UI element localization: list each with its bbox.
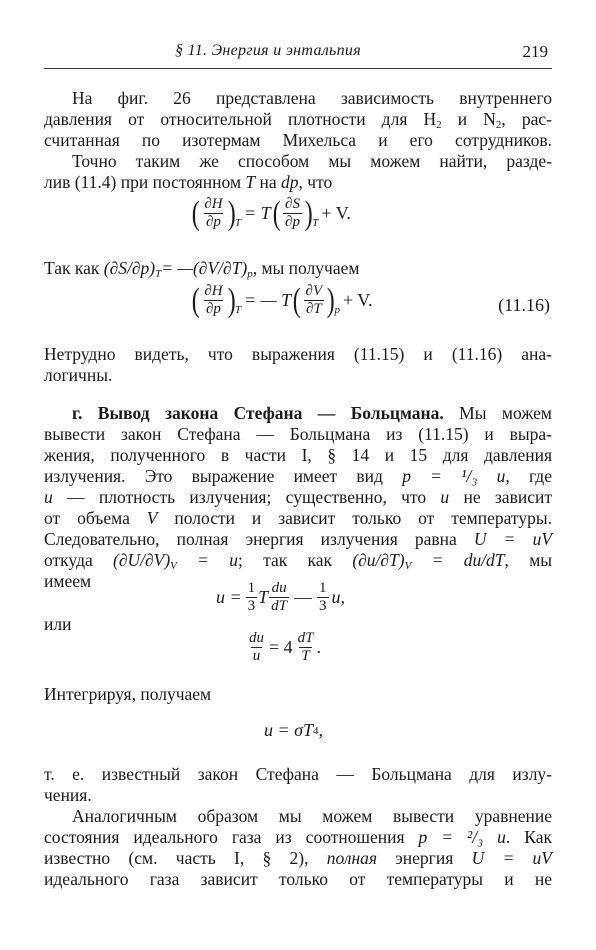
text-line: Точно таким же способом мы можем найти, разде- [72, 151, 552, 171]
page-number: 219 [522, 42, 548, 61]
text-line: жения, полученного в части I, § 14 и 15 для давления [44, 445, 552, 465]
text-line: излучения. Это выражение имеет вид p = ¹/₃ u, где [44, 466, 552, 486]
text-line: чения. [44, 785, 92, 805]
text-line: от объема V полости и зависит только от температуры. [44, 508, 552, 528]
equation: u = σT 4 , [264, 720, 324, 740]
text-line: Следовательно, полная энергия излучения равна U = uV [44, 529, 553, 549]
text-line: идеального газа зависит только от температуры и не [44, 869, 552, 889]
text-line: Интегрируя, получаем [44, 684, 212, 704]
running-header [44, 42, 552, 66]
equation-number: (11.16) [498, 295, 550, 315]
equation: ( $\frac{\partial H}{\partial p}$ ) T = T ( $\frac{\partial S}{\partial p}$ ) T + V. [191, 194, 351, 232]
text-line: Так как $(\partial S/\partial p)_T=$ $—(\partial V/\partial T)_p$, мы получаем [44, 258, 360, 280]
text-line: давления от относительной плотности для $H_2$ и $N_2$, рас- [44, 109, 552, 131]
text-line: считанная по изотермам Михельса и его сотрудников. [44, 130, 552, 150]
text-line: логичны. [44, 365, 113, 385]
equation: $\frac{du}{u}$ = 4 $\frac{dT}{T}$ . [249, 630, 321, 664]
equation: ( $\frac{\partial H}{\partial p}$ ) T = — T ( $\frac{\partial V}{\partial T}$ ) p + V. [191, 281, 373, 319]
text-line: вывести закон Стефана — Больцмана из (11.15) и выра- [44, 424, 552, 444]
text-line: откуда $(\partial U/\partial V)_V = u$; так как $(\partial u/\partial T)_V = du/dT$, мы [44, 550, 553, 572]
text-line: На фиг. 26 представлена зависимость внутреннего [72, 88, 552, 108]
text-line: лив (11.4) при постоянном T на dp, что [44, 172, 333, 192]
header-rule [44, 68, 552, 69]
text-line: известно (см. часть I, § 2), полная энергия U = uV [44, 848, 552, 868]
section-title: § 11. Энергия и энтальпия [175, 42, 361, 59]
text-line: u — плотность излучения; существенно, что u не зависит [44, 487, 552, 507]
text-line: т. е. известный закон Стефана — Больцмана для излу- [44, 764, 552, 784]
text-line: или [44, 614, 72, 634]
text-line: состояния идеального газа из соотношения p = ²/₃ u. Как [44, 827, 552, 847]
text-line: Нетрудно видеть, что выражения (11.15) и (11.16) ана- [44, 344, 552, 364]
equation: u = $\frac{1}{3}$ T $\frac{du}{dT}$ — $\frac{1}{3}$ u, [216, 580, 346, 614]
text-line: г. Вывод закона Стефана — Больцмана. Мы можем [72, 403, 552, 423]
text-line: Аналогичным образом мы можем вывести уравнение [72, 806, 552, 826]
text-line: имеем [44, 571, 92, 591]
subsection-heading: г. Вывод закона Стефана — Больцмана. [72, 403, 444, 423]
